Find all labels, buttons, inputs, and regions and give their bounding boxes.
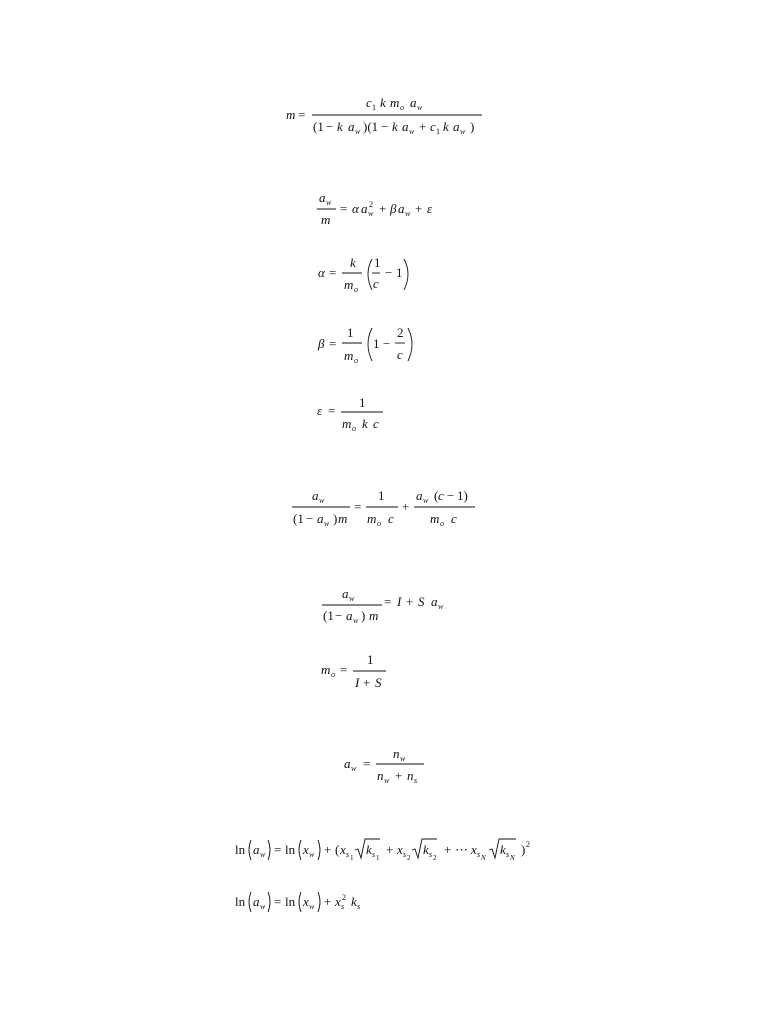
svg-text:w: w — [409, 127, 415, 136]
svg-text:): ) — [333, 511, 338, 526]
svg-text:k: k — [366, 842, 372, 857]
svg-text:1: 1 — [436, 127, 440, 136]
svg-text:)(1: )(1 — [363, 119, 379, 134]
svg-text:w: w — [353, 616, 359, 625]
svg-text:o: o — [352, 424, 356, 433]
svg-text:a: a — [431, 594, 438, 609]
svg-text:m: m — [430, 511, 440, 526]
svg-text:1: 1 — [396, 265, 403, 280]
svg-text:ln: ln — [285, 894, 296, 909]
svg-text:c: c — [430, 119, 436, 134]
svg-text:2: 2 — [407, 854, 411, 862]
svg-text:c: c — [366, 95, 372, 110]
svg-text:k: k — [350, 255, 356, 270]
svg-text:x: x — [471, 842, 477, 857]
svg-text:w: w — [309, 850, 315, 859]
svg-text:o: o — [440, 519, 444, 528]
svg-text:s: s — [341, 902, 345, 911]
svg-text:+: + — [406, 594, 414, 609]
svg-text:1: 1 — [359, 395, 366, 410]
svg-text:2: 2 — [397, 325, 404, 340]
svg-text:x: x — [340, 842, 346, 857]
svg-text:ε: ε — [317, 403, 323, 418]
svg-text:w: w — [384, 776, 390, 785]
svg-text:1: 1 — [372, 103, 376, 112]
svg-text:c: c — [438, 488, 444, 503]
svg-text:a: a — [453, 119, 460, 134]
svg-text:=: = — [384, 594, 392, 609]
svg-text:1: 1 — [373, 336, 380, 351]
svg-text:N: N — [481, 854, 486, 862]
svg-text:−: − — [306, 511, 314, 526]
svg-text:): ) — [521, 842, 526, 857]
svg-text:w: w — [400, 754, 406, 763]
svg-text:1: 1 — [367, 652, 374, 667]
svg-text:a: a — [253, 842, 260, 857]
svg-text:c: c — [388, 511, 394, 526]
svg-text:ln: ln — [235, 842, 246, 857]
svg-text:+: + — [402, 499, 410, 514]
svg-text:(1: (1 — [313, 119, 324, 134]
svg-text:w: w — [423, 496, 429, 505]
equation-quadratic — [316, 190, 456, 234]
svg-text:+: + — [379, 201, 387, 216]
svg-text:I: I — [355, 675, 360, 690]
equation-norrish — [234, 888, 374, 918]
svg-text:=: = — [328, 403, 336, 418]
svg-text:I: I — [397, 594, 402, 609]
svg-text:a: a — [344, 756, 351, 771]
svg-text:a: a — [402, 119, 409, 134]
svg-text:=: = — [274, 842, 282, 857]
svg-text:=: = — [298, 107, 306, 122]
svg-text:+: + — [419, 119, 427, 134]
svg-text:β: β — [390, 201, 397, 216]
svg-text:a: a — [361, 201, 368, 216]
svg-text:a: a — [398, 201, 405, 216]
svg-text:k: k — [423, 842, 429, 857]
svg-text:o: o — [400, 103, 404, 112]
svg-text:1: 1 — [347, 325, 354, 340]
svg-text:=: = — [340, 201, 348, 216]
svg-text:S: S — [418, 594, 425, 609]
svg-text:=: = — [340, 662, 348, 677]
equation-alpha — [317, 254, 417, 298]
svg-text:a: a — [319, 190, 326, 205]
svg-text:m: m — [344, 348, 354, 363]
svg-text:x: x — [303, 894, 309, 909]
svg-text:1: 1 — [376, 854, 380, 862]
svg-text:(: ( — [434, 488, 439, 503]
svg-text:s: s — [414, 776, 418, 785]
svg-text:+: + — [444, 842, 452, 857]
equation-epsilon — [316, 393, 396, 437]
svg-text:x: x — [303, 842, 309, 857]
svg-text:m: m — [286, 107, 296, 122]
svg-text:k: k — [443, 119, 449, 134]
svg-text:⋯: ⋯ — [455, 842, 468, 857]
svg-text:m: m — [390, 95, 400, 110]
svg-text:S: S — [375, 675, 382, 690]
svg-text:1: 1 — [350, 854, 354, 862]
equation-monolayer — [320, 650, 400, 694]
svg-text:+: + — [324, 842, 332, 857]
svg-text:+: + — [324, 894, 332, 909]
svg-text:o: o — [377, 519, 381, 528]
svg-text:a: a — [317, 511, 324, 526]
svg-text:(1: (1 — [293, 511, 304, 526]
svg-text:=: = — [329, 336, 337, 351]
svg-text:o: o — [331, 670, 335, 679]
svg-text:k: k — [380, 95, 386, 110]
svg-text:a: a — [346, 608, 353, 623]
svg-text:(: ( — [335, 842, 340, 857]
svg-text:−: − — [335, 608, 343, 623]
svg-text:n: n — [393, 746, 400, 761]
svg-text:k: k — [362, 416, 368, 431]
svg-text:α: α — [318, 265, 325, 280]
svg-text:a: a — [348, 119, 355, 134]
svg-text:2: 2 — [342, 893, 346, 902]
svg-text:s: s — [506, 850, 510, 859]
svg-text:w: w — [349, 594, 355, 603]
svg-text:m: m — [367, 511, 377, 526]
svg-text:k: k — [500, 842, 506, 857]
svg-text:m: m — [369, 608, 379, 623]
equation-raoult — [342, 745, 432, 789]
svg-text:a: a — [253, 894, 260, 909]
svg-text:s: s — [346, 850, 350, 859]
svg-text:w: w — [355, 127, 361, 136]
svg-text:m: m — [321, 662, 331, 677]
svg-text:w: w — [438, 602, 444, 611]
svg-text:c: c — [397, 347, 403, 362]
svg-text:): ) — [470, 119, 475, 134]
svg-text:+: + — [415, 201, 423, 216]
svg-text:1): 1) — [457, 488, 468, 503]
svg-text:s: s — [429, 850, 433, 859]
svg-text:w: w — [309, 902, 315, 911]
svg-text:s: s — [357, 902, 361, 911]
svg-text:k: k — [337, 119, 343, 134]
svg-text:2: 2 — [369, 200, 373, 209]
svg-text:c: c — [373, 276, 379, 291]
svg-text:ln: ln — [285, 842, 296, 857]
equation-gab — [284, 93, 494, 143]
svg-text:o: o — [354, 356, 358, 365]
svg-text:w: w — [260, 902, 266, 911]
svg-text:x: x — [397, 842, 403, 857]
svg-text:1: 1 — [378, 488, 385, 503]
svg-text:+: + — [395, 768, 403, 783]
svg-text:β: β — [318, 336, 325, 351]
equation-ross-multi — [234, 834, 544, 868]
svg-text:w: w — [260, 850, 266, 859]
svg-text:n: n — [407, 768, 414, 783]
svg-text:n: n — [377, 768, 384, 783]
svg-text:): ) — [361, 608, 366, 623]
svg-text:2: 2 — [526, 840, 530, 849]
svg-text:c: c — [373, 416, 379, 431]
svg-text:−: − — [381, 119, 389, 134]
svg-text:w: w — [368, 209, 374, 218]
svg-text:c: c — [451, 511, 457, 526]
svg-text:−: − — [385, 265, 393, 280]
svg-text:w: w — [319, 496, 325, 505]
svg-text:−: − — [447, 488, 455, 503]
svg-text:s: s — [372, 850, 376, 859]
svg-text:a: a — [416, 488, 423, 503]
svg-text:−: − — [383, 336, 391, 351]
svg-text:(1: (1 — [323, 608, 334, 623]
svg-text:1: 1 — [374, 255, 381, 270]
equation-bet-linear — [290, 486, 480, 532]
svg-text:s: s — [477, 850, 481, 859]
svg-text:+: + — [363, 675, 371, 690]
svg-text:k: k — [392, 119, 398, 134]
svg-text:ε: ε — [427, 201, 433, 216]
equation-bet-intercept-slope — [320, 584, 460, 630]
svg-text:w: w — [417, 103, 423, 112]
svg-text:x: x — [335, 894, 341, 909]
svg-text:a: a — [342, 586, 349, 601]
svg-text:=: = — [354, 499, 362, 514]
svg-text:2: 2 — [433, 854, 437, 862]
svg-text:m: m — [321, 212, 331, 227]
svg-text:a: a — [312, 488, 319, 503]
svg-text:−: − — [326, 119, 334, 134]
svg-text:k: k — [351, 894, 357, 909]
svg-text:w: w — [351, 764, 357, 773]
svg-text:m: m — [338, 511, 348, 526]
equation-beta — [317, 323, 417, 367]
svg-text:w: w — [460, 127, 466, 136]
svg-text:N: N — [510, 854, 515, 862]
svg-text:w: w — [326, 198, 332, 207]
svg-text:+: + — [386, 842, 394, 857]
svg-text:w: w — [405, 209, 411, 218]
svg-text:m: m — [342, 416, 352, 431]
svg-text:α: α — [352, 201, 359, 216]
svg-text:a: a — [410, 95, 417, 110]
svg-text:s: s — [403, 850, 407, 859]
svg-text:w: w — [324, 519, 330, 528]
svg-text:=: = — [363, 756, 371, 771]
svg-text:=: = — [329, 265, 337, 280]
svg-text:o: o — [354, 285, 358, 294]
svg-text:ln: ln — [235, 894, 246, 909]
svg-text:=: = — [274, 894, 282, 909]
svg-text:m: m — [344, 277, 354, 292]
